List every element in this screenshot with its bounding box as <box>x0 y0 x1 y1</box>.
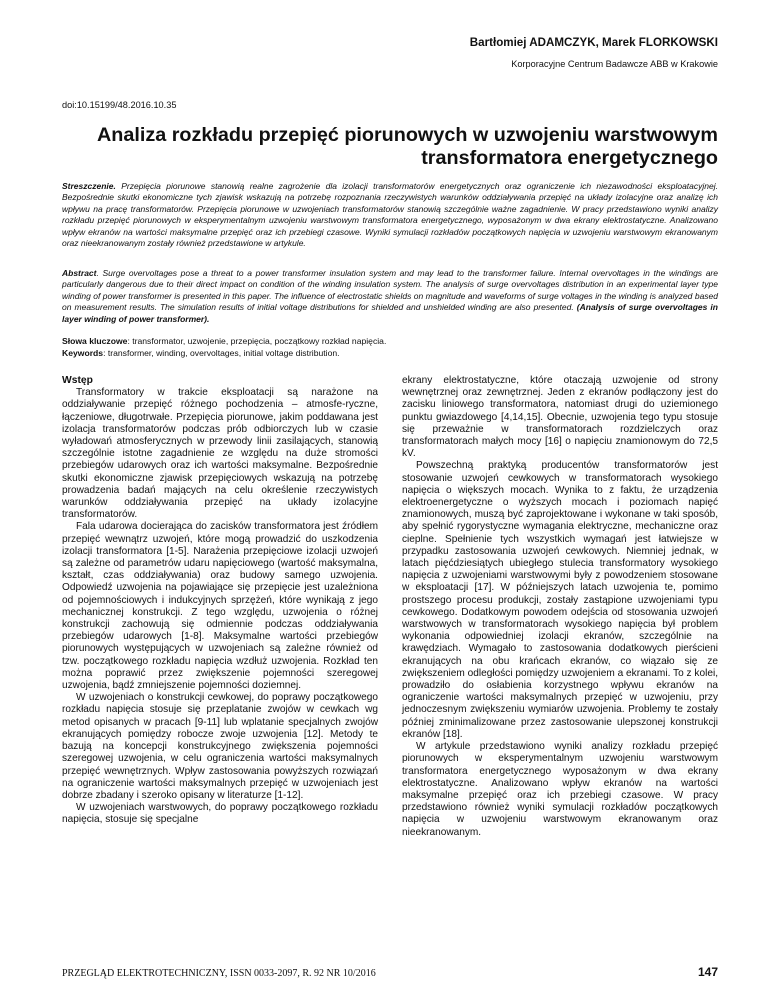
abstract-english <box>62 268 718 325</box>
body-column-right <box>402 375 718 839</box>
section-heading: Wstęp <box>62 375 93 386</box>
paragraph: W uzwojeniach warstwowych, do poprawy początkowego rozkładu napięcia, stosuje się specjalne <box>62 802 378 826</box>
abstract-polish-label: Streszczenie. <box>62 181 116 191</box>
keywords-english-text: : transformer, winding, overvoltages, initial voltage distribution. <box>103 348 340 358</box>
page-number: 147 <box>697 965 718 979</box>
abstract-english-text: . Surge overvoltages pose a threat to a power transformer insulation system and may lead to the transformer failure. Internal overvoltages in the windings are particularly dangerous due to their direct impact on condition of the winding insulation system. The analysis of surge overvoltages distribution in an experimental layer type winding of power transformer is presented in this paper. The influence of electrostatic shields on magnitude and waveforms of surge voltages in the winding is analyzed based on measurement results. The simulation results of initial voltage distributions for shielded and unshielded winding are also presented. <box>62 268 718 313</box>
paragraph: Powszechną praktyką producentów transformatorów jest stosowanie uzwojeń cewkowych w transformatorach wysokiego napięcia o większych mocach. Wynika to z faktu, że urządzenia elektroenergetyczne o wyższych mocach i poziomach napięć znamionowych, muszą być zaprojektowane i wykonane w taki sposób, aby spełnić rygorystyczne wymagania elektryczne, mechaniczne oraz cieplne. Spełnienie tych wszystkich wymagań jest łatwiejsze w przypadku zastosowania uzwojeń cewkowych. Niemniej jednak, w latach pięćdziesiątych ubiegłego stulecia transformatory wysokiego napięcia z uzwojeniami warstwowymi były z powodzeniem stosowane w eksploatacji [17]. W późniejszych latach uzwojenia te, pomimo prostszego procesu produkcji, zostały zastąpione uzwojeniami typu cewkowego. Dodatkowym powodem odejścia od stosowania uzwojeń warstwowych w transformatorach wysokiego napięcia był problem wykonania odpowiedniej izolacji ekranów, szczególnie na krawędziach. Wymagało to zastosowania dodatkowych pierścieni ekranujących na obu krańcach ekranów, co wiązało się ze zwiększeniem odległości pomiędzy uzwojeniem a ekranami. To z kolei, prowadziło do osłabienia korzystnego wpływu ekranów na ograniczenie wartości maksymalnych przepięć w uzwojeniu, przy jednoczesnym zwiększeniu wymiarów uzwojenia. Problemy te zostały później zminimalizowane przez zastosowanie ulepszonej konstrukcji ekranów [18]. <box>402 460 718 740</box>
abstract-polish-text: Przepięcia piorunowe stanowią realne zagrożenie dla izolacji transformatorów energetycznych oraz ograniczenie ich niezawodności eksploatacyjnej. Bezpośrednie skutki ekonomiczne tych zjawisk wskazują na potrzebę rozpoznania rzeczywistych warunków oddziaływania przepięć na układy izolacyjne oraz analizę ich wpływu na pracę transformatorów. Przepięcia piorunowe w uzwojeniach transformatorów stanowią szczególnie ważne zagadnienie. W pracy przedstawiono wyniki analizy rozkładu przepięć piorunowych w eksperymentalnym uzwojeniu warstwowym transformatora energetycznego, wyposażonym w dwa ekrany elektrostatyczne. Analizowano wpływ ekranów na wartości maksymalne przepięć oraz ich przebiegi czasowe. Wyniki symulacji rozkładów początkowych napięcia w uzwojeniu warstwowym ekranowanym oraz nieekranowanym zostały również przedstawione w artykule. <box>62 181 718 249</box>
keywords-english-label: Keywords <box>62 348 104 358</box>
abstract-english-label: Abstract <box>62 268 97 278</box>
paragraph: W artykule przedstawiono wyniki analizy rozkładu przepięć piorunowych w eksperymentalnym uzwojeniu warstwowym transformatora energetycznego wyposażonym w dwa ekrany elektrostatyczne. Analizowano wpływ ekranów na wartości maksymalne przepięć oraz ich przebiegi czasowe. W pracy przedstawiono również wyniki symulacji rozkładów początkowych napięcia w uzwojeniu warstwowym ekranowanym oraz nieekranowanym. <box>402 741 718 838</box>
paragraph: ekrany elektrostatyczne, które otaczają uzwojenie od strony wewnętrznej oraz zewnętrznej. Jeden z ekranów podłączony jest do zacisku liniowego transformatora, natomiast drugi do uziemionego punktu gwiazdowego [4,14,15]. Obecnie, uzwojenia tego typu stosuje się przeważnie w transformatorach rozdzielczych oraz transformatorach małych mocy [16] o napięciu znamionowym do 72,5 kV. <box>402 375 718 460</box>
doi: doi:10.15199/48.2016.10.35 <box>62 100 177 110</box>
keywords-polish-text: : transformator, uzwojenie, przepięcia, początkowy rozkład napięcia. <box>127 336 387 346</box>
paragraph: Fala udarowa docierająca do zacisków transformatora jest źródłem przepięć wewnątrz uzwojeń, które mogą prowadzić do uszkodzenia izolacji transformatora [1-5]. Narażenia przepięciowe izolacji uzwojeń są zależne od parametrów udaru napięciowego (wartość maksymalna, kształt, czas oddziaływania) oraz budowy samego uzwojenia. Odpowiedź uzwojenia na pojawiające się przepięcie jest uzależniona od pojemnościowych i indukcyjnych sprzężeń, które wynikają z jego mechanicznej konstrukcji. Z tego względu, uzwojenia o różnej konstrukcji zachowują się odmiennie podczas oddziaływania przebiegów udarowych [1-8]. Maksymalne wartości przebiegów piorunowych występujących w uzwojeniach są zależne również od tzw. początkowego rozkładu napięcia wzdłuż uzwojenia. Rozkład ten można poprawić przez zwiększenie pojemności szeregowej uzwojenia, bądź zmniejszenie pojemności doziemnej. <box>62 521 378 692</box>
paper-title: Analiza rozkładu przepięć piorunowych w uzwojeniu warstwowym transformatora energetycznego <box>96 124 718 169</box>
keywords <box>62 335 718 359</box>
keywords-english <box>62 347 718 359</box>
authors: Bartłomiej ADAMCZYK, Marek FLORKOWSKI <box>469 36 718 49</box>
paragraph: Transformatory w trakcie eksploatacji są narażone na oddziaływanie przepięć różnego pochodzenia – atmosfe-ryczne, łączeniowe, długotrwałe. Przepięcia piorunowe, jakim poddawana jest izolacja transformatorów podczas prób odbiorczych lub w czasie wyładowań atmosferycznych w przewody linii zasilających, stanowią szczególnie istotne zagadnienie ze względu na duże stromości przebiegów udarowych oraz ich wartości maksymalne. Bezpośrednie skutki ekonomiczne zjawisk przepięciowych wskazują na potrzebę prowadzenia badań mających na celu określenie rzeczywistych warunków oddziaływania przepięć na układy izolacyjne transformatorów. <box>62 387 378 521</box>
affiliation: Korporacyjne Centrum Badawcze ABB w Krakowie <box>511 59 718 69</box>
body-column-left <box>62 375 378 827</box>
abstract-polish <box>62 181 718 249</box>
journal-footer: PRZEGLĄD ELEKTROTECHNICZNY, ISSN 0033-2097, R. 92 NR 10/2016 <box>62 968 376 979</box>
keywords-polish <box>62 335 718 347</box>
english-title: (Analysis of surge overvoltages in layer winding of power transformer). <box>62 302 718 324</box>
paragraph: W uzwojeniach o konstrukcji cewkowej, do poprawy początkowego rozkładu napięcia stosuje się przeplatanie zwojów w cewkach wg metod opisanych w pracach [9-11] lub wplatanie specjalnych zwojów ekranujących pomiędzy robocze zwoje uzwojenia [12]. Metody te bazują na koncepcji konstrukcyjnego zwiększenia pojemności szeregowej uzwojenia, w celu ograniczenia wartości maksymalnych przepięć wewnętrznych. Wpływ zastosowania powyższych rozwiązań na ograniczenie wartości maksymalnych przepięć w uzwojeniach jest dobrze zbadany i szeroko opisany w literaturze [1-12]. <box>62 692 378 801</box>
keywords-polish-label: Słowa kluczowe <box>62 336 128 346</box>
